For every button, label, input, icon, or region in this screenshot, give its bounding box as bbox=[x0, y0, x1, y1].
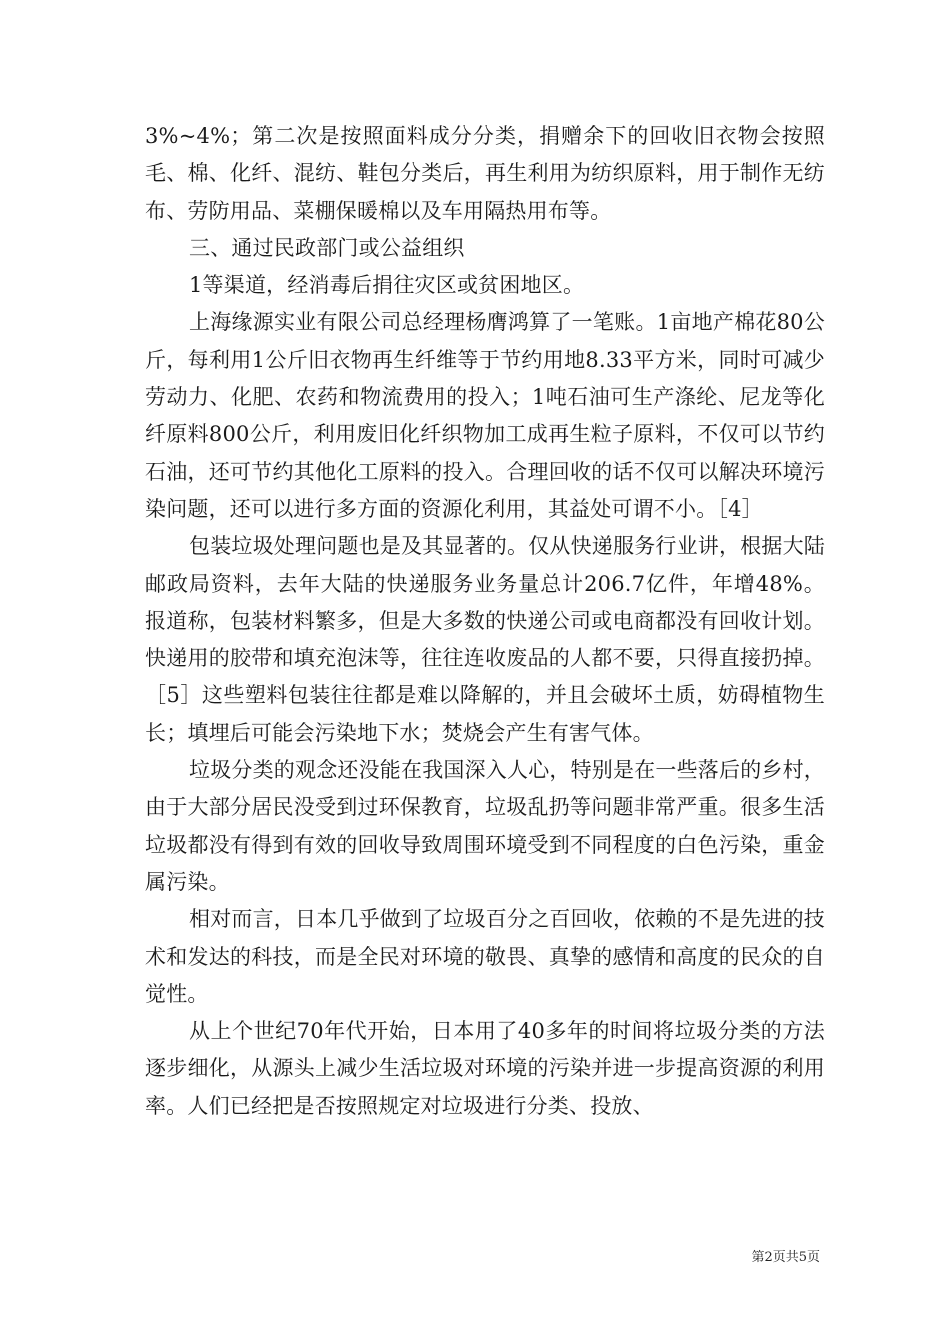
paragraph: 相对而言，日本几乎做到了垃圾百分之百回收，依赖的不是先进的技术和发达的科技，而是全民对环境的敬畏、真挚的感情和高度的民众的自觉性。 bbox=[145, 907, 825, 1006]
paragraph: 从上个世纪70年代开始，日本用了40多年的时间将垃圾分类的方法逐步细化，从源头上减少生活垃圾对环境的污染并进一步提高资源的利用率。人们已经把是否按照规定对垃圾进行分类、投放、 bbox=[145, 1019, 825, 1118]
section-heading: 三、通过民政部门或公益组织 bbox=[189, 235, 465, 260]
paragraph: 上海缘源实业有限公司总经理杨膺鸿算了一笔账。1亩地产棉花80公斤，每利用1公斤旧衣物再生纤维等于节约用地8.33平方米，同时可减少劳动力、化肥、农药和物流费用的投入；1吨石油可生产涤纶、尼龙等化纤原料800公斤，利用废旧化纤织物加工成再生粒子原料，不仅可以节约石油，还可节约其他化工原料的投入。合理回收的话不仅可以解决环境污染问题，还可以进行多方面的资源化利用，其益处可谓不小。［4］ bbox=[145, 310, 825, 521]
paragraph: 1等渠道，经消毒后捐往灾区或贫困地区。 bbox=[189, 273, 585, 298]
paragraph-continuation: 3%~4%；第二次是按照面料成分分类，捐赠余下的回收旧衣物会按照毛、棉、化纤、混纺、鞋包分类后，再生利用为纺织原料，用于制作无纺布、劳防用品、菜棚保暖棉以及车用隔热用布等。 bbox=[145, 124, 825, 223]
page-number: 第2页共5页 bbox=[751, 1250, 820, 1265]
paragraph: 垃圾分类的观念还没能在我国深入人心，特别是在一些落后的乡村，由于大部分居民没受到过环保教育，垃圾乱扔等问题非常严重。很多生活垃圾都没有得到有效的回收导致周围环境受到不同程度的白色污染，重金属污染。 bbox=[145, 758, 825, 894]
document-body bbox=[145, 118, 825, 1125]
paragraph: 包装垃圾处理问题也是及其显著的。仅从快递服务行业讲，根据大陆邮政局资料，去年大陆的快递服务业务量总计206.7亿件，年增48%。报道称，包装材料繁多，但是大多数的快递公司或电商都没有回收计划。快递用的胶带和填充泡沫等，往往连收废品的人都不要，只得直接扔掉。［5］这些塑料包装往往都是难以降解的，并且会破坏土质，妨碍植物生长；填埋后可能会污染地下水；焚烧会产生有害气体。 bbox=[145, 534, 825, 745]
